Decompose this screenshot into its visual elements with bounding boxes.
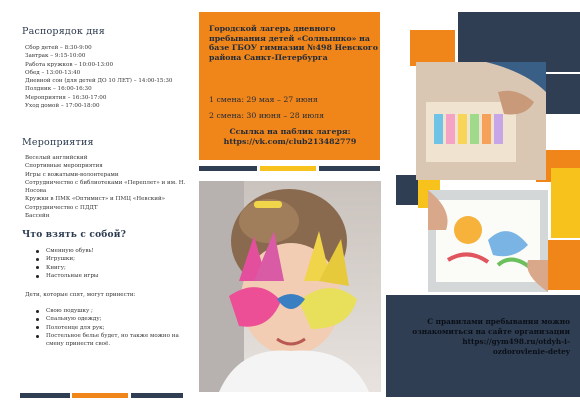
shift-2: 2 смена: 30 июня – 28 июля <box>209 111 325 120</box>
drawing-photo <box>428 190 548 292</box>
bring-item: Игрушки; <box>36 255 188 263</box>
schedule-item: Обед – 13:00-13:40 <box>25 69 81 76</box>
schedule-list <box>25 44 190 110</box>
sleep-item: Спальную одежду; <box>36 315 188 323</box>
rules-box <box>386 295 580 397</box>
child-painted-hands-photo <box>199 181 381 392</box>
camp-title: Городской лагерь дневного пребывания детей «Солнышко» на базе ГБОУ гимназии №498 Невского района Санкт-Петербурга <box>209 24 378 62</box>
deco-orange-block <box>410 30 455 66</box>
bring-title: Что взять с собой? <box>22 230 127 240</box>
schedule-title: Распорядок дня <box>22 26 106 37</box>
schedule-item: Мероприятия – 16:30-17:00 <box>25 94 107 101</box>
event-item: Бассейн <box>25 213 50 220</box>
middle-panel <box>193 0 386 410</box>
right-panel <box>386 0 580 410</box>
public-link-block <box>205 127 375 147</box>
stripe-navy <box>131 393 183 398</box>
event-item: Игры с вожатыми-волонтерами <box>25 171 119 178</box>
bring-item: Сменную обувь! <box>36 247 188 255</box>
stripe-navy <box>319 166 380 171</box>
shift-1: 1 смена: 29 мая – 27 июня <box>209 95 318 104</box>
rules-text <box>400 317 570 357</box>
schedule-item: Уход домой – 17:00-18:00 <box>25 103 100 110</box>
stripe-orange <box>72 393 128 398</box>
event-item: Спортивные мероприятия <box>25 163 103 170</box>
deco-orange-block <box>544 240 580 290</box>
rules-url-part: https://gym498.ru/otdyh-i- <box>462 337 570 346</box>
schedule-item: Дневной сон (для детей ДО 10 ЛЕТ) – 14:00-15:30 <box>25 78 173 85</box>
schedule-item: Завтрак – 9:15-10:00 <box>25 53 86 60</box>
event-item: Сотрудничество с ПДДТ <box>25 204 98 211</box>
bring-list <box>36 247 188 280</box>
sleep-item: Свою подушку ; <box>36 307 188 315</box>
bring-item: Книгу; <box>36 264 188 272</box>
stripe-navy <box>199 166 257 171</box>
bring-item: Настольные игры <box>36 272 188 280</box>
chalk-photo <box>416 62 546 180</box>
sleep-note: Дети, которые спят, могут принести: <box>25 292 136 298</box>
schedule-item: Полдник – 16:00-16:30 <box>25 86 92 93</box>
rules-line: ознакомиться на сайте организации <box>412 327 570 336</box>
stripe-yellow <box>260 166 316 171</box>
left-panel <box>0 0 193 410</box>
sleep-item: Полотенце для рук; <box>36 324 188 332</box>
schedule-item: Сбор детей – 8:30-9:00 <box>25 45 92 51</box>
camp-info-box <box>199 12 380 160</box>
deco-yellow-block <box>551 168 580 238</box>
public-url-link[interactable]: https://vk.com/club213482779 <box>223 137 357 146</box>
rules-url-link[interactable] <box>400 337 570 357</box>
events-title: Мероприятия <box>22 137 94 148</box>
event-item: Веселый английский <box>25 155 88 161</box>
schedule-item: Работа кружков – 10:00-13:00 <box>25 61 114 68</box>
events-list <box>25 154 190 220</box>
rules-line: С правилами пребывания можно <box>427 317 570 326</box>
sleep-items-list <box>36 307 188 348</box>
rules-url-part: ozdorovlenie-detey <box>492 347 570 356</box>
public-label: Ссылка на паблик лагеря: <box>229 127 351 136</box>
sleep-item: Постельное белье будет, но также можно на смену принести своё. <box>36 332 188 349</box>
event-item: Кружки в ПМК «Оптимист» и ПМЦ «Невский» <box>25 196 166 203</box>
stripe-navy <box>20 393 70 398</box>
event-item: Сотрудничество с библиотеками «Переплет» и им. Н. Носова <box>25 179 186 195</box>
